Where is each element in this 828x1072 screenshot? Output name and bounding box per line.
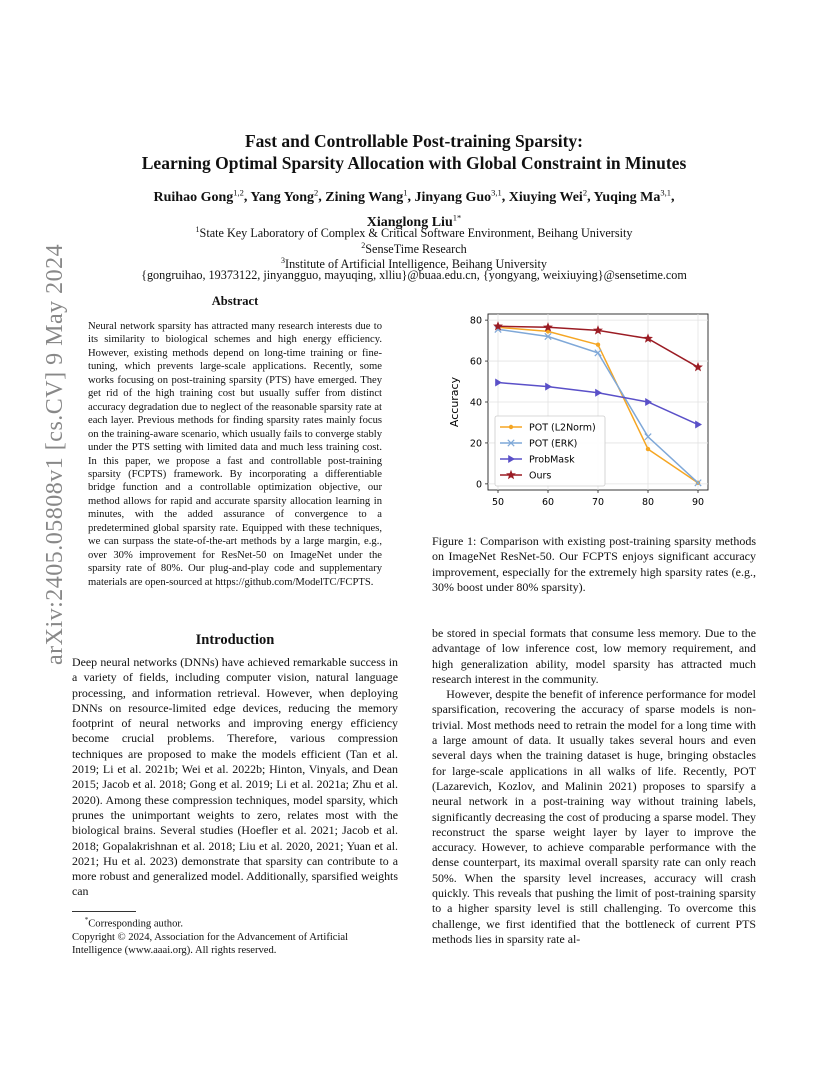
title-line-1: Fast and Controllable Post-training Sparsity: <box>244 131 584 151</box>
author: Jinyang Guo$^{3,1}$ <box>414 187 502 205</box>
author: Ruihao Gong$^{1,2}$ <box>153 187 244 205</box>
data-point <box>646 447 650 451</box>
intro-paragraph-1: Deep neural networks (DNNs) have achieved remarkable success in a variety of fields, including computer vision, natural language processing, and information retrieval. However, when deploying DNNs on resource-limited edge devices, reducing the memory footprint of neural networks and improving energy efficiency become crucial problems. Therefore, various compression techniques are proposed to make the models efficient (Tan et al. 2019; Li et al. 2021b; Wei et al. 2022b; Hinton, Vinyals, and Dean 2015; Jacob et al. 2018; Gong et al. 2019; Li et al. 2021a; Zhu et al. 2020). Among these compression techniques, model sparsity, which prunes the unimportant weights to zero, relates most with the biological brains. Several studies (Hoefler et al. 2021; Jacob et al. 2018; Gopalakrishnan et al. 2018; Liu et al. 2020, 2021; Yuan et al. 2021; Hu et al. 2023) demonstrate that sparsity can contribute to a more robust and generalized model. Additionally, sparsified weights can <box>72 655 398 899</box>
y-tick-label: 40 <box>469 397 482 409</box>
section-heading-introduction: Introduction <box>195 632 275 648</box>
affiliation-3: $^3$Institute of Artificial Intelligence, Beihang University <box>281 256 547 272</box>
abstract-text: Neural network sparsity has attracted many research interests due to its similarity to biological schemes and high energy efficiency. However, existing methods depend on long-time training or fine-tuning, which prevents large-scale applications. Recently, some works focusing on post-training sparsity (PTS) have emerged. They get rid of the high training cost but usually suffer from distinct accuracy degradation due to neglect of the reasonable sparsity rate at each layer. Previous methods for finding sparsity rates mainly focus on the training-aware scenario, which usually fails to converge stably under the PTS setting with limited data and much less training cost. In this paper, we propose a fast and controllable post-training sparsity (FCPTS) framework. By incorporating a differentiable bridge function and a controllable optimization objective, our method allows for rapid and accurate sparsity allocation learning in minutes, with the added assurance of convergence to a predetermined global sparsity rate. Equipped with these techniques, we can surpass the state-of-the-art methods by a large margin, e.g., over 30% improvement for ResNet-50 on ImageNet under the sparsity rate of 80%. Our plug-and-play code and supplementary materials are open-sourced at https://github.com/ModelTC/FCPTS. <box>88 321 382 588</box>
author-emails: {gongruihao, 19373122, jinyangguo, mayuqing, xlliu}@buaa.edu.cn, {yongyang, weixiuying}@sensetime.com <box>141 268 687 282</box>
author: Xiuying Wei$^2$ <box>508 187 588 205</box>
x-tick-label: 80 <box>641 497 655 508</box>
y-tick-label: 80 <box>469 315 482 327</box>
author: Yuqing Ma$^{3,1}$ <box>593 187 671 205</box>
right-paragraph-2: However, despite the benefit of inference performance for model sparsification, recovering the accuracy of sparse models is non-trivial. Most methods need to retrain the model for a long time with a large amount of data. It usually takes several hours and even several days when the training dataset is huge, bringing obstacles for large-scale applications in all walks of life. Recently, POT (Lazarevich, Kozlov, and Malinin 2021) proposes to sparsify a neural network in a post-training way without training labels, significantly decreasing the cost of producing a sparse model. They reconstruct the sparse weight layer by layer to improve the accuracy. However, to achieve comparable performance with the dense counterpart, its maximal overall sparsity rate can only reach 50%. When the sparsity level increases, accuracy will crash quickly. This reveals that pushing the limit of post-training sparsity to a higher sparsity level is still challenging. To overcome this challenge, we first identified that the bottleneck of current PTS methods lies in sparsity rate al- <box>432 687 756 946</box>
author: Yang Yong$^2$ <box>250 187 319 205</box>
arxiv-sidebar-stamp: arXiv:2405.05808v1 [cs.CV] 9 May 2024 <box>42 243 68 665</box>
legend-label: ProbMask <box>529 454 575 466</box>
x-tick-label: 50 <box>491 497 505 508</box>
copyright-notice: Copyright © 2024, Association for the Advancement of Artificial Intelligence (www.aaai.org). All rights reserved. <box>72 931 349 956</box>
author: Xianglong Liu$^{1*}$ <box>366 212 462 231</box>
affiliation-1: $^1$State Key Laboratory of Complex & Critical Software Environment, Beihang University <box>195 225 633 241</box>
legend-label: POT (ERK) <box>529 438 578 450</box>
x-tick-label: 70 <box>591 497 605 508</box>
right-column <box>432 626 756 947</box>
affiliation-2: $^2$SenseTime Research <box>361 241 467 257</box>
right-paragraph-1: be stored in special formats that consume less memory. Due to the advantage of low inference cost, low memory requirement, and high generalization ability, model sparsity has attracted much research interest in the community. <box>432 626 756 686</box>
data-point <box>596 342 600 346</box>
abstract-heading: Abstract <box>211 294 259 308</box>
author: Zining Wang$^1$ <box>325 187 408 205</box>
legend-marker <box>509 425 513 429</box>
footnote: *Corresponding author. Copyright © 2024, Association for the Advancement of Artificial Intelligence (www.aaai.org). All rights reserved. <box>72 914 398 957</box>
y-tick-label: 20 <box>469 438 482 450</box>
figure-caption: Figure 1: Comparison with existing post-training sparsity methods on ImageNet ResNet-50. Our FCPTS enjoys significant accuracy improvement, especially for the extremely high sparsity rates (e.g., 30% boost under 80% sparsity). <box>432 534 756 594</box>
y-axis-label: Accuracy <box>448 376 461 428</box>
footnote-rule <box>72 911 136 912</box>
paper-title <box>0 130 828 174</box>
accuracy-chart <box>440 306 750 518</box>
x-tick-label: 60 <box>541 497 555 508</box>
x-tick-label: 90 <box>691 497 705 508</box>
title-line-2: Learning Optimal Sparsity Allocation with Global Constraint in Minutes <box>141 153 687 173</box>
y-tick-label: 60 <box>469 356 482 368</box>
y-tick-label: 0 <box>475 479 482 491</box>
author-list: Ruihao Gong$^{1,2}$, Yang Yong$^2$, Zining Wang$^1$, Jinyang Guo$^{3,1}$, Xiuying Wei$^2$, Yuqing Ma$^{3,1}$, Xianglong Liu$^{1*}$ <box>153 187 675 231</box>
intro-column <box>72 655 398 900</box>
legend-label: POT (L2Norm) <box>529 422 596 434</box>
legend-label: Ours <box>529 470 552 482</box>
